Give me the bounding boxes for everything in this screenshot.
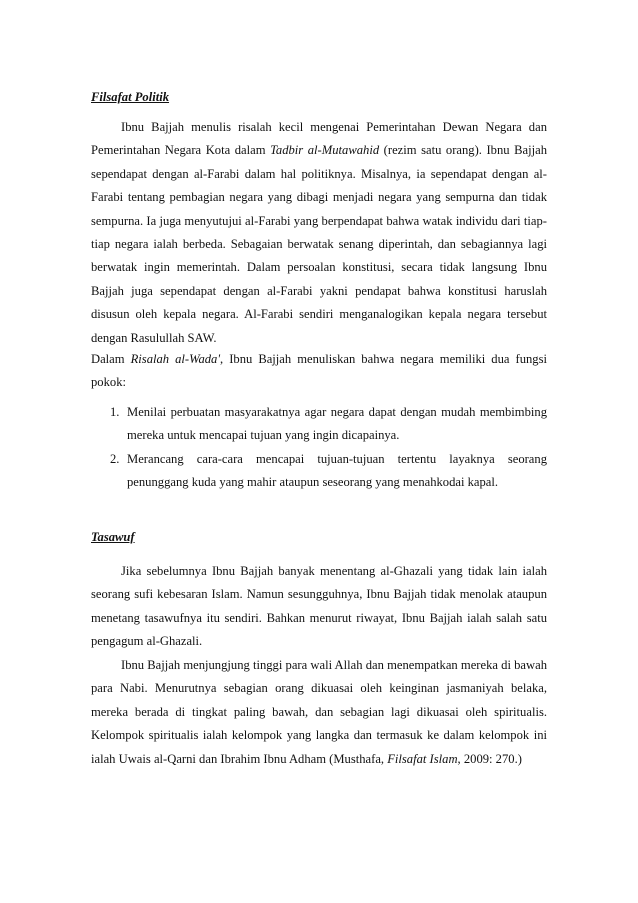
paragraph-tasawuf-2 <box>91 654 547 771</box>
list-number: 1. <box>110 405 120 419</box>
paragraph-tasawuf-1: Jika sebelumnya Ibnu Bajjah banyak menentang al-Ghazali yang tidak lain ialah seorang sufi kebesaran Islam. Namun sesungguhnya, Ibnu Bajjah tidak menolak ataupun menetang tasawufnya itu sendiri. Bahkan menurut riwayat, Ibnu Bajjah ialah salah satu pengagum al-Ghazali. <box>91 564 547 649</box>
function-list <box>91 401 547 495</box>
paragraph-politik-1 <box>91 116 547 350</box>
book-title: Risalah al-Wada' <box>130 352 221 366</box>
paragraph-text: , Ibnu Bajjah menuliskan bahwa negara memiliki dua fungsi pokok: <box>91 352 547 390</box>
paragraph-text: Dalam <box>91 352 131 366</box>
paragraph-text: Ibnu Bajjah menulis risalah kecil mengenai Pemerintahan Dewan Negara dan Pemerintahan Negara Kota dalam <box>91 120 547 158</box>
list-text: Menilai perbuatan masyarakatnya agar negara dapat dengan mudah membimbing mereka untuk mencapai tujuan yang ingin dicapainya. <box>127 405 547 443</box>
list-item <box>91 401 547 448</box>
paragraph-text: (rezim satu orang). Ibnu Bajjah sependapat dengan al-Farabi dalam hal politiknya. Misalnya, ia sependapat dengan al-Farabi tentang pembagian negara yang dibagi menjadi negara yang sempurna dan tidak sempurna. Ia juga menyutujui al-Farabi yang berpendapat bahwa watak individu dari tiap-tiap negara ialah berbeda. Sebagaian berwatak senang diperintah, dan sebagiannya lagi berwatak ingin memerintah. Dalam persoalan konstitusi, secara tidak langsung Ibnu Bajjah juga sependapat dengan al-Farabi yakni pendapat bahwa konstitusi haruslah disusun oleh kepala negara. Al-Farabi sendiri menganalogikan kepala negara tersebut dengan Rasulullah SAW. <box>91 143 547 345</box>
list-text: Merancang cara-cara mencapai tujuan-tujuan tertentu layaknya seorang penunggang kuda yang mahir ataupun seseorang yang menahkodai kapal. <box>127 451 547 490</box>
book-title: Filsafat Islam <box>387 751 458 766</box>
section-heading-tasawuf: Tasawuf <box>91 530 135 544</box>
paragraph-text: , 2009: 270.) <box>457 751 522 766</box>
paragraph-text: Ibnu Bajjah menjungjung tinggi para wali Allah dan menempatkan mereka di bawah para Nabi. Menurutnya sebagian orang dikuasai oleh keinginan jasmaniyah belaka, mereka berada di tingkat paling bawah, dan sebagian lagi dikuasai oleh spiritualis. Kelompok spiritualis ialah kelompok yang langka dan termasuk ke dalam kelompok ini ialah Uwais al-Qarni dan Ibrahim Ibnu Adham (Musthafa, <box>91 658 547 766</box>
section-heading-filsafat-politik: Filsafat Politik <box>91 90 170 104</box>
list-item <box>91 448 547 495</box>
list-number: 2. <box>110 451 120 466</box>
paragraph-politik-2 <box>91 348 547 395</box>
book-title: Tadbir al-Mutawahid <box>270 143 380 158</box>
